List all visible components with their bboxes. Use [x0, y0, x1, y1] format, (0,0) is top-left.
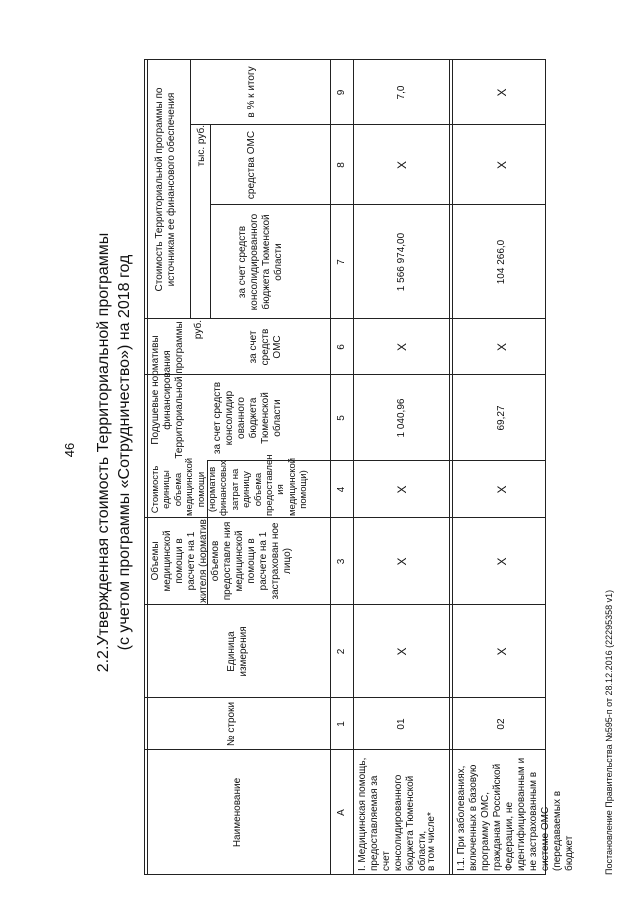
header-row-no: № строки [226, 701, 237, 747]
row-name-suffix: в том числе* [426, 812, 437, 871]
column-number: А [336, 809, 347, 816]
page-subtitle: (с учетом программы «Сотрудничество») на 2018 год [116, 254, 133, 651]
page-title: 2.2.Утвержденная стоимость Территориальной программы [95, 232, 112, 673]
cell-unit: Х [395, 647, 409, 656]
cell-cost-oms: Х [495, 161, 509, 170]
cell-cost-budget: 104 266,0 [496, 239, 507, 285]
cell-cost-budget: 1 566 974,00 [396, 232, 407, 292]
cell-norm-budget: 1 040,96 [396, 398, 407, 438]
cell-unit-cost: Х [395, 485, 409, 494]
cell-unit: Х [495, 647, 509, 656]
header-name: Наименование [232, 777, 243, 848]
cell-cost-percent: 7,0 [396, 85, 407, 100]
row-number: 01 [396, 718, 407, 730]
header-norms-budget: за счет средств консолидир ованного бюджета Тюменской области [212, 381, 283, 455]
header-cost-currency: тыс. руб. [196, 125, 207, 167]
column-number: 1 [336, 721, 347, 727]
header-cost-oms: средства ОМС [246, 130, 257, 200]
column-number: 7 [336, 259, 347, 265]
cell-volume: Х [495, 557, 509, 566]
column-number: 8 [336, 162, 347, 168]
cell-norm-budget: 69,27 [496, 405, 507, 431]
column-number: 3 [336, 558, 347, 565]
header-norms-oms: за счет средств ОМС [248, 328, 283, 366]
header-norms-group: Подушевые нормативы финансирования Территориальной программы [150, 321, 185, 459]
cell-cost-percent: Х [495, 88, 509, 97]
row-name: I.1. При заболеваниях, включенных в базовую программу ОМС, гражданам Российской Федерации, не идентифицированным и не застрахованным в системе ОМС (передаваемых в бюджет [456, 757, 575, 871]
column-number: 4 [336, 486, 347, 493]
page-number: 46 [62, 442, 77, 458]
cell-volume: Х [395, 557, 409, 566]
cell-norm-oms: Х [395, 343, 409, 352]
column-number: 5 [336, 415, 347, 421]
row-name: I. Медицинская помощь, предоставляемая за счет консолидированного бюджета Тюменской области, [357, 757, 428, 871]
column-number: 6 [336, 344, 347, 350]
header-volume: Объемы медицинской помощи в расчете на 1 жителя (норматив объемов предоставле ния медицинской помощи в расчете на 1 застрахован ное лицо) [150, 519, 293, 603]
header-cost-budget: за счет средств консолидированного бюджета Тюменской области [237, 213, 284, 311]
header-unit: Единица измерения [226, 626, 249, 677]
cell-norm-oms: Х [495, 343, 509, 352]
header-cost-group: Стоимость Территориальной программы по источникам ее финансового обеспечения [154, 87, 177, 292]
page-footer: Постановление Правительства №595-п от 28.12.2016 (22295358 v1) [604, 589, 614, 875]
cell-unit-cost: Х [495, 485, 509, 494]
header-unit-cost: Стоимость единицы объема медицинской помощи (норматив финансовых затрат на единицу объема предоставлен ия медицинской помощи) [150, 454, 310, 516]
cell-cost-oms: Х [395, 161, 409, 170]
column-number: 2 [336, 648, 347, 655]
header-norms-currency: руб. [193, 320, 204, 340]
header-cost-percent: в % к итогу [246, 66, 257, 118]
row-number: 02 [496, 718, 507, 730]
column-number: 9 [336, 89, 347, 96]
